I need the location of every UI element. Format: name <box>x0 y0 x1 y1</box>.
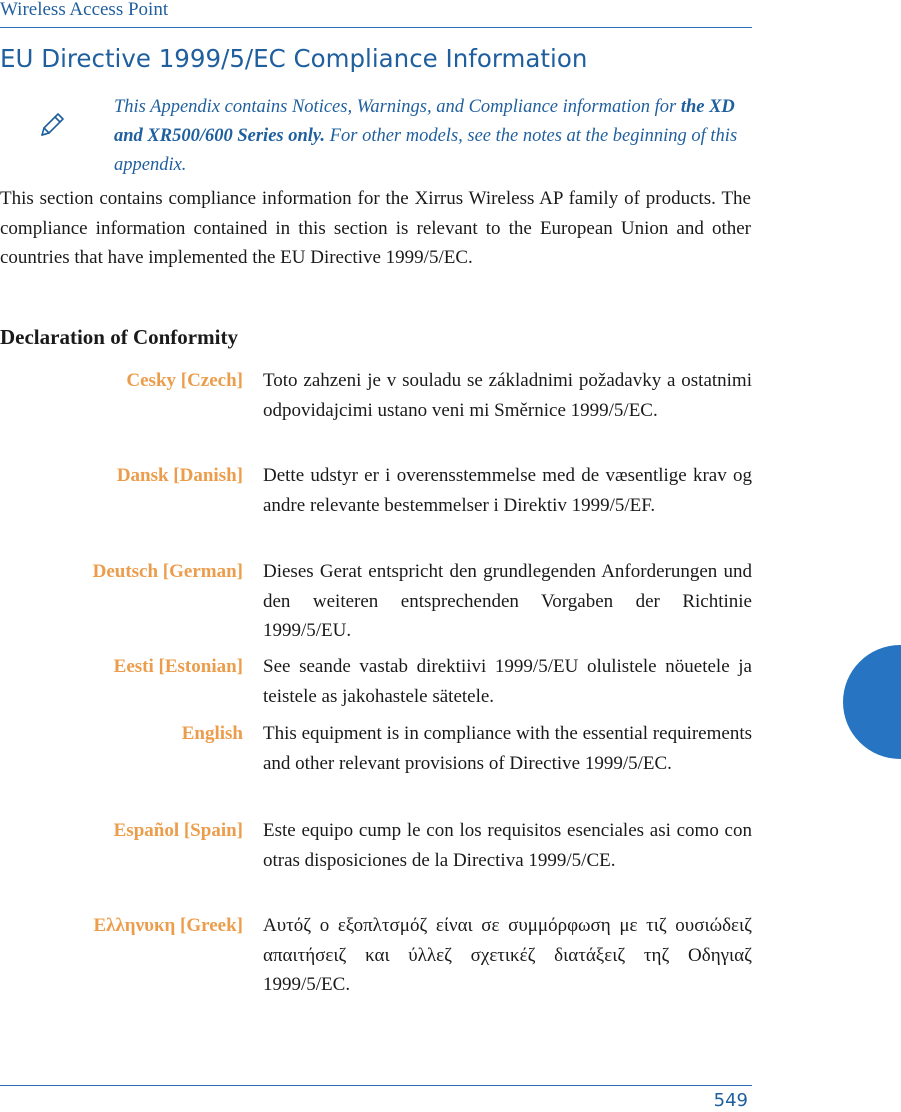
declaration-text: See seande vastab direktiivi 1999/5/EU olulistele nöuetele ja teistele as jakohastele sätetele. <box>263 656 752 707</box>
language-label: Cesky [Czech] <box>126 370 243 391</box>
language-label: Deutsch [German] <box>92 561 243 582</box>
declaration-text: Dieses Gerat entspricht den grundlegenden Anforderungen und den weiteren entsprechenden Vorgaben der Richtinie 1999/5/EU. <box>263 561 752 641</box>
language-label: Español [Spain] <box>113 820 243 841</box>
language-label: Dansk [Danish] <box>116 465 243 486</box>
note-text-bold: the XD and XR500/600 Series only. <box>114 97 735 146</box>
declaration-text: Αυτόζ ο εξοπλτσμόζ είναι σε συμμόρφωση με τιζ ουσιώδειζ απαιτήσειζ και ύλλεζ σχετικέζ διατάξειζ τηζ Οδηγιαζ 1999/5/EC. <box>263 915 752 995</box>
header-rule <box>0 27 752 28</box>
language-label: Eesti [Estonian] <box>113 656 243 677</box>
declaration-text: Toto zahzeni je v souladu se základnimi požadavky a ostatnimi odpovidajcimi ustano veni mi Směrnice 1999/5/EC. <box>263 370 752 421</box>
declaration-text: This equipment is in compliance with the essential requirements and other relevant provisions of Directive 1999/5/EC. <box>263 723 752 774</box>
page-number: 549 <box>713 1090 748 1111</box>
declaration-heading: Declaration of Conformity <box>0 325 238 349</box>
pencil-note-icon <box>36 110 66 140</box>
chapter-side-tab <box>843 645 901 759</box>
running-head: Wireless Access Point <box>0 0 169 20</box>
appendix-note <box>114 93 751 180</box>
intro-paragraph: This section contains compliance information for the Xirrus Wireless AP family of products. The compliance information contained in this section is relevant to the European Union and other countries that have implemented the EU Directive 1999/5/EC. <box>0 188 751 268</box>
note-text-after: For other models, see the notes at the beginning of this appendix. <box>114 126 738 175</box>
declaration-text: Dette udstyr er i overensstemmelse med de væsentlige krav og andre relevante bestemmelser i Direktiv 1999/5/EF. <box>263 465 752 516</box>
section-title: EU Directive 1999/5/EC Compliance Information <box>0 44 588 73</box>
note-text-before: This Appendix contains Notices, Warnings, and Compliance information for <box>114 97 681 117</box>
footer-rule <box>0 1085 752 1086</box>
language-label: English <box>181 723 243 744</box>
declaration-text: Este equipo cump le con los requisitos esenciales asi como con otras disposiciones de la Directiva 1999/5/CE. <box>263 820 752 871</box>
language-label: Ελληνυκη [Greek] <box>93 915 243 936</box>
